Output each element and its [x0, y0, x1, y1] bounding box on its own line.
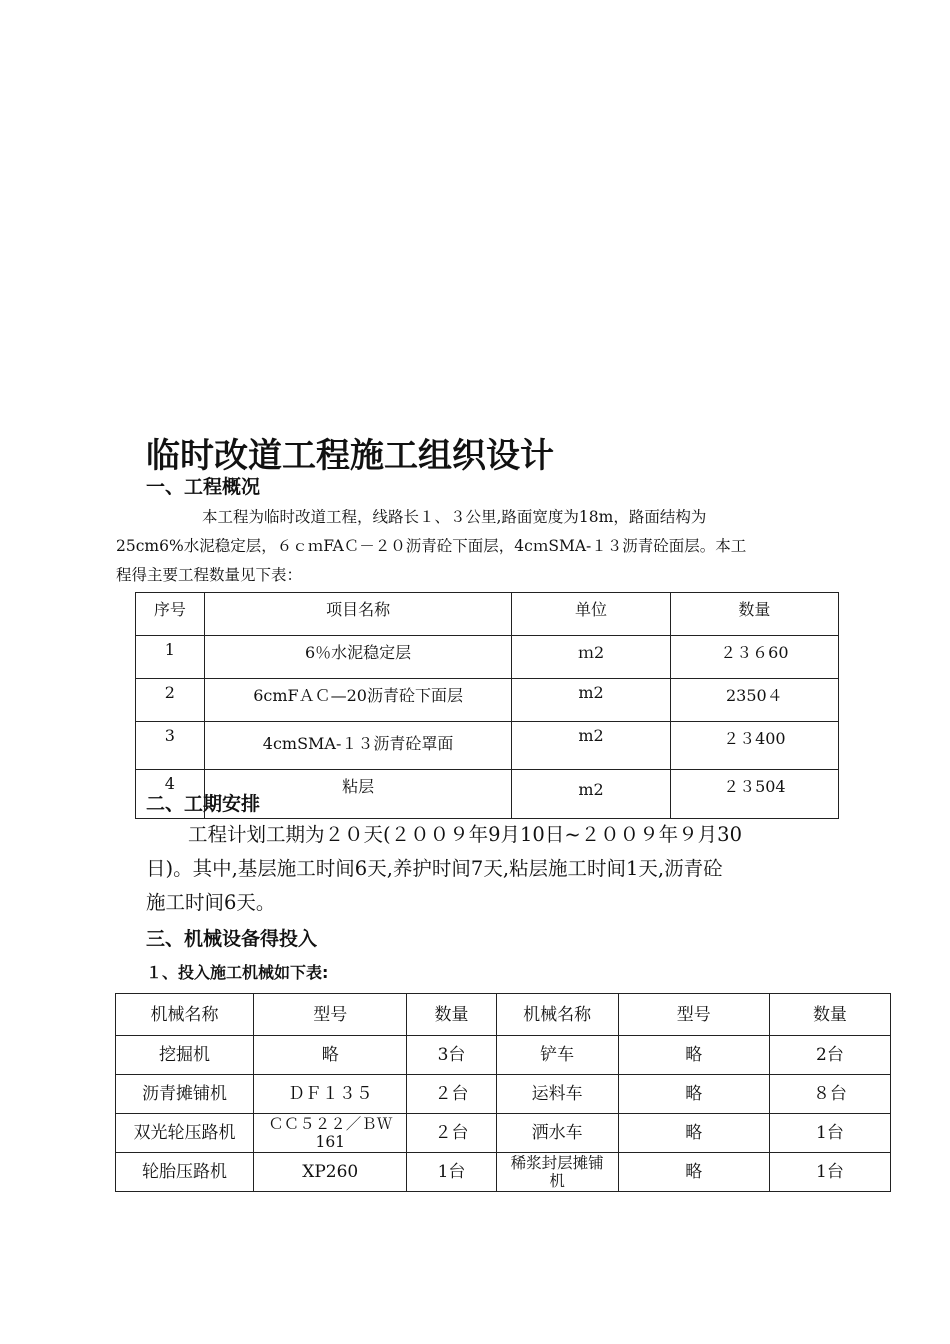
table-cell: 3台: [407, 1036, 496, 1075]
table-row: [136, 722, 839, 770]
table-header-cell: 机械名称: [496, 994, 618, 1036]
table-cell: 略: [618, 1153, 769, 1192]
table-cell: m2: [512, 770, 670, 819]
document-title: 临时改道工程施工组织设计: [146, 436, 554, 476]
table-cell: ＤＦ１３５: [254, 1075, 407, 1114]
table-cell: 6cmFＡＣ—20沥青砼下面层: [204, 679, 512, 722]
table-header-cell: 数量: [407, 994, 496, 1036]
table-cell: 稀浆封层摊铺机: [496, 1153, 618, 1192]
equipment-table: [115, 993, 891, 1192]
table-cell: 4: [136, 770, 205, 819]
table-header-cell: 型号: [254, 994, 407, 1036]
table-cell: ２３504: [670, 770, 838, 819]
table-cell: 4cmSMA-１３沥青砼罩面: [204, 722, 512, 770]
table-cell: 挖掘机: [116, 1036, 254, 1075]
table-cell: m2: [512, 679, 670, 722]
table-cell: 1台: [769, 1114, 890, 1153]
table-cell: ２台: [407, 1075, 496, 1114]
paragraph-line: 本工程为临时改道工程，线路长１、３公里,路面宽度为18m，路面结构为: [202, 508, 707, 526]
table-header-cell: 数量: [769, 994, 890, 1036]
table-cell: ２台: [407, 1114, 496, 1153]
paragraph-line: 25cm6%水泥稳定层，６ｃｍFAＣ－２０沥青砼下面层，4cｍSMA-１３沥青砼面层。本工: [116, 537, 747, 555]
paragraph-line: 日)。其中,基层施工时间6天,养护时间7天,粘层施工时间1天,沥青砼: [146, 857, 723, 880]
table-cell: 轮胎压路机: [116, 1153, 254, 1192]
table-cell: 沥青摊铺机: [116, 1075, 254, 1114]
table-row: [116, 1075, 891, 1114]
table-header-row: [136, 593, 839, 636]
table-cell: XP260: [254, 1153, 407, 1192]
table-cell: 2350４: [670, 679, 838, 722]
table-cell: 铲车: [496, 1036, 618, 1075]
table-cell: 2台: [769, 1036, 890, 1075]
paragraph-line: 程得主要工程数量见下表：: [116, 566, 303, 584]
table-row: [116, 1036, 891, 1075]
table-row: [116, 1114, 891, 1153]
section-heading-schedule: 二、工期安排: [146, 793, 261, 815]
table-cell: 6％水泥稳定层: [204, 636, 512, 679]
table-header-cell: 序号: [136, 593, 205, 636]
table-row: [136, 679, 839, 722]
table-cell: 1: [136, 636, 205, 679]
section-heading-overview: 一、工程概况: [146, 476, 261, 498]
table-cell: 运料车: [496, 1075, 618, 1114]
table-header-cell: 机械名称: [116, 994, 254, 1036]
table-cell: 洒水车: [496, 1114, 618, 1153]
table-cell: 1台: [769, 1153, 890, 1192]
schedule-paragraph: [146, 818, 849, 920]
table-cell: 略: [618, 1075, 769, 1114]
table-header-cell: 单位: [512, 593, 670, 636]
equipment-subheading: １、投入施工机械如下表:: [146, 963, 329, 982]
table-cell: 1台: [407, 1153, 496, 1192]
table-cell: ８台: [769, 1075, 890, 1114]
overview-paragraph: [116, 503, 849, 590]
table-cell: ２３６60: [670, 636, 838, 679]
table-header-cell: 型号: [618, 994, 769, 1036]
paragraph-line: 工程计划工期为２０天(２００９年9月10日~２００９年９月30: [188, 823, 742, 846]
quantities-table: [135, 592, 839, 819]
table-cell: 2: [136, 679, 205, 722]
table-cell: m2: [512, 722, 670, 770]
table-cell: 略: [618, 1036, 769, 1075]
paragraph-line: 施工时间6天。: [146, 891, 276, 914]
table-header-cell: 数量: [670, 593, 838, 636]
table-cell: 双光轮压路机: [116, 1114, 254, 1153]
table-header-row: [116, 994, 891, 1036]
table-cell: 略: [254, 1036, 407, 1075]
section-heading-equipment: 三、机械设备得投入: [146, 928, 318, 950]
table-row: [136, 636, 839, 679]
table-cell: 粘层: [204, 770, 512, 819]
table-header-cell: 项目名称: [204, 593, 512, 636]
table-cell: ２３400: [670, 722, 838, 770]
table-cell: ｍ2: [512, 636, 670, 679]
table-row: [116, 1153, 891, 1192]
table-cell: ＣＣ５２２／ＢＷ161: [254, 1114, 407, 1153]
table-cell: 3: [136, 722, 205, 770]
table-cell: 略: [618, 1114, 769, 1153]
